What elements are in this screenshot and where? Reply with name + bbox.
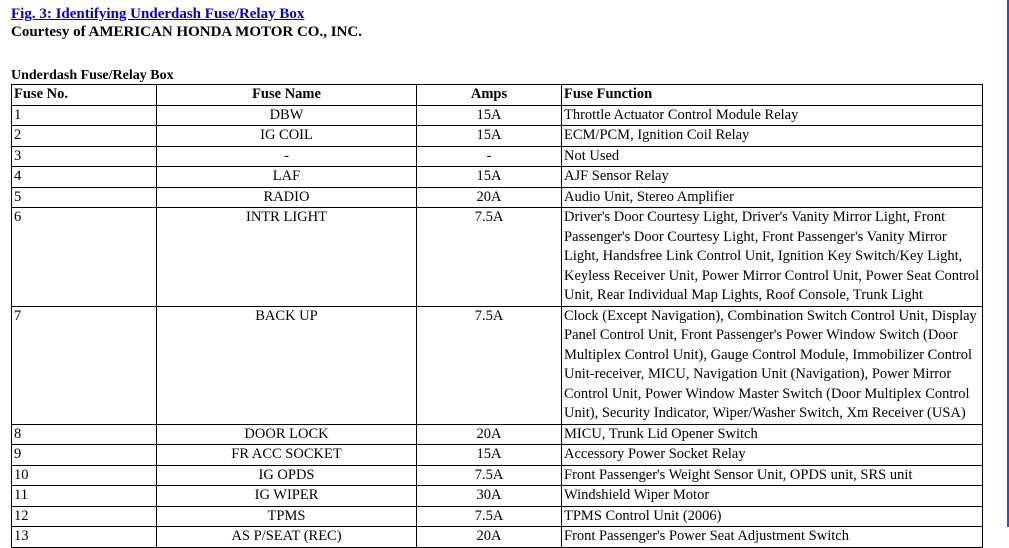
table-row bbox=[12, 445, 983, 466]
fuse-name-cell: - bbox=[157, 146, 417, 167]
fuse-no-cell: 1 bbox=[12, 105, 157, 126]
table-row bbox=[12, 424, 983, 445]
fuse-function-cell: Accessory Power Socket Relay bbox=[562, 445, 983, 466]
amps-cell: 15A bbox=[417, 126, 562, 147]
amps-cell: 7.5A bbox=[417, 465, 562, 486]
fuse-function-cell: Front Passenger's Power Seat Adjustment Switch bbox=[562, 527, 983, 548]
table-row bbox=[12, 105, 983, 126]
fuse-name-cell: INTR LIGHT bbox=[157, 208, 417, 307]
fuse-name-cell: AS P/SEAT (REC) bbox=[157, 527, 417, 548]
fuse-name-cell: TPMS bbox=[157, 506, 417, 527]
table-row bbox=[12, 486, 983, 507]
fuse-function-cell: Throttle Actuator Control Module Relay bbox=[562, 105, 983, 126]
header-fuse-name: Fuse Name bbox=[157, 85, 417, 106]
header-amps: Amps bbox=[417, 85, 562, 106]
fuse-function-cell: AJF Sensor Relay bbox=[562, 167, 983, 188]
table-row bbox=[12, 146, 983, 167]
fuse-no-cell: 5 bbox=[12, 187, 157, 208]
amps-cell: 7.5A bbox=[417, 306, 562, 424]
table-header-row bbox=[12, 85, 983, 106]
fuse-no-cell: 6 bbox=[12, 208, 157, 307]
fuse-no-cell: 8 bbox=[12, 424, 157, 445]
fuse-name-cell: BACK UP bbox=[157, 306, 417, 424]
fuse-no-cell: 4 bbox=[12, 167, 157, 188]
table-row bbox=[12, 208, 983, 307]
fuse-function-cell: Not Used bbox=[562, 146, 983, 167]
fuse-no-cell: 12 bbox=[12, 506, 157, 527]
fuse-table bbox=[11, 84, 983, 548]
fuse-name-cell: IG WIPER bbox=[157, 486, 417, 507]
amps-cell: 20A bbox=[417, 424, 562, 445]
fuse-function-cell: Windshield Wiper Motor bbox=[562, 486, 983, 507]
fuse-function-cell: Clock (Except Navigation), Combination Switch Control Unit, Display Panel Control Unit, Front Passenger's Power Window Switch (Door Multiplex Control Unit), Gauge Control Module, Immobilizer Control Unit-receiver, MICU, Navigation Unit (Navigation), Power Mirror Control Unit, Power Window Master Switch (Door Multiplex Control Unit), Security Indicator, Wiper/Washer Switch, Xm Receiver (USA) bbox=[562, 306, 983, 424]
fuse-name-cell: DBW bbox=[157, 105, 417, 126]
table-row bbox=[12, 306, 983, 424]
amps-cell: 30A bbox=[417, 486, 562, 507]
fuse-name-cell: IG OPDS bbox=[157, 465, 417, 486]
amps-cell: 7.5A bbox=[417, 208, 562, 307]
fuse-table-body bbox=[12, 105, 983, 547]
table-row bbox=[12, 506, 983, 527]
fuse-function-cell: Front Passenger's Weight Sensor Unit, OPDS unit, SRS unit bbox=[562, 465, 983, 486]
table-title: Underdash Fuse/Relay Box bbox=[11, 68, 174, 83]
fuse-function-cell: MICU, Trunk Lid Opener Switch bbox=[562, 424, 983, 445]
table-row bbox=[12, 126, 983, 147]
table-row bbox=[12, 527, 983, 548]
table-row bbox=[12, 465, 983, 486]
amps-cell: - bbox=[417, 146, 562, 167]
header-fuse-no: Fuse No. bbox=[12, 85, 157, 106]
fuse-no-cell: 10 bbox=[12, 465, 157, 486]
fuse-function-cell: Audio Unit, Stereo Amplifier bbox=[562, 187, 983, 208]
amps-cell: 15A bbox=[417, 167, 562, 188]
fuse-name-cell: LAF bbox=[157, 167, 417, 188]
courtesy-line: Courtesy of AMERICAN HONDA MOTOR CO., INC. bbox=[11, 24, 362, 40]
amps-cell: 15A bbox=[417, 105, 562, 126]
table-row bbox=[12, 187, 983, 208]
fuse-no-cell: 11 bbox=[12, 486, 157, 507]
fuse-no-cell: 13 bbox=[12, 527, 157, 548]
fuse-function-cell: ECM/PCM, Ignition Coil Relay bbox=[562, 126, 983, 147]
fuse-name-cell: RADIO bbox=[157, 187, 417, 208]
fuse-function-cell: TPMS Control Unit (2006) bbox=[562, 506, 983, 527]
table-row bbox=[12, 167, 983, 188]
amps-cell: 20A bbox=[417, 527, 562, 548]
amps-cell: 7.5A bbox=[417, 506, 562, 527]
fuse-no-cell: 3 bbox=[12, 146, 157, 167]
header-fuse-function: Fuse Function bbox=[562, 85, 983, 106]
fuse-name-cell: DOOR LOCK bbox=[157, 424, 417, 445]
amps-cell: 20A bbox=[417, 187, 562, 208]
fuse-function-cell: Driver's Door Courtesy Light, Driver's Vanity Mirror Light, Front Passenger's Door Courtesy Light, Front Passenger's Vanity Mirror Light, Handsfree Link Control Unit, Ignition Key Switch/Key Light, Keyless Receiver Unit, Power Mirror Control Unit, Power Seat Control Unit, Rear Individual Map Lights, Roof Console, Trunk Light bbox=[562, 208, 983, 307]
fuse-no-cell: 9 bbox=[12, 445, 157, 466]
document-page bbox=[11, 5, 1005, 548]
fuse-no-cell: 2 bbox=[12, 126, 157, 147]
fuse-name-cell: IG COIL bbox=[157, 126, 417, 147]
fuse-name-cell: FR ACC SOCKET bbox=[157, 445, 417, 466]
amps-cell: 15A bbox=[417, 445, 562, 466]
figure-link[interactable]: Fig. 3: Identifying Underdash Fuse/Relay Box bbox=[11, 6, 305, 22]
fuse-no-cell: 7 bbox=[12, 306, 157, 424]
